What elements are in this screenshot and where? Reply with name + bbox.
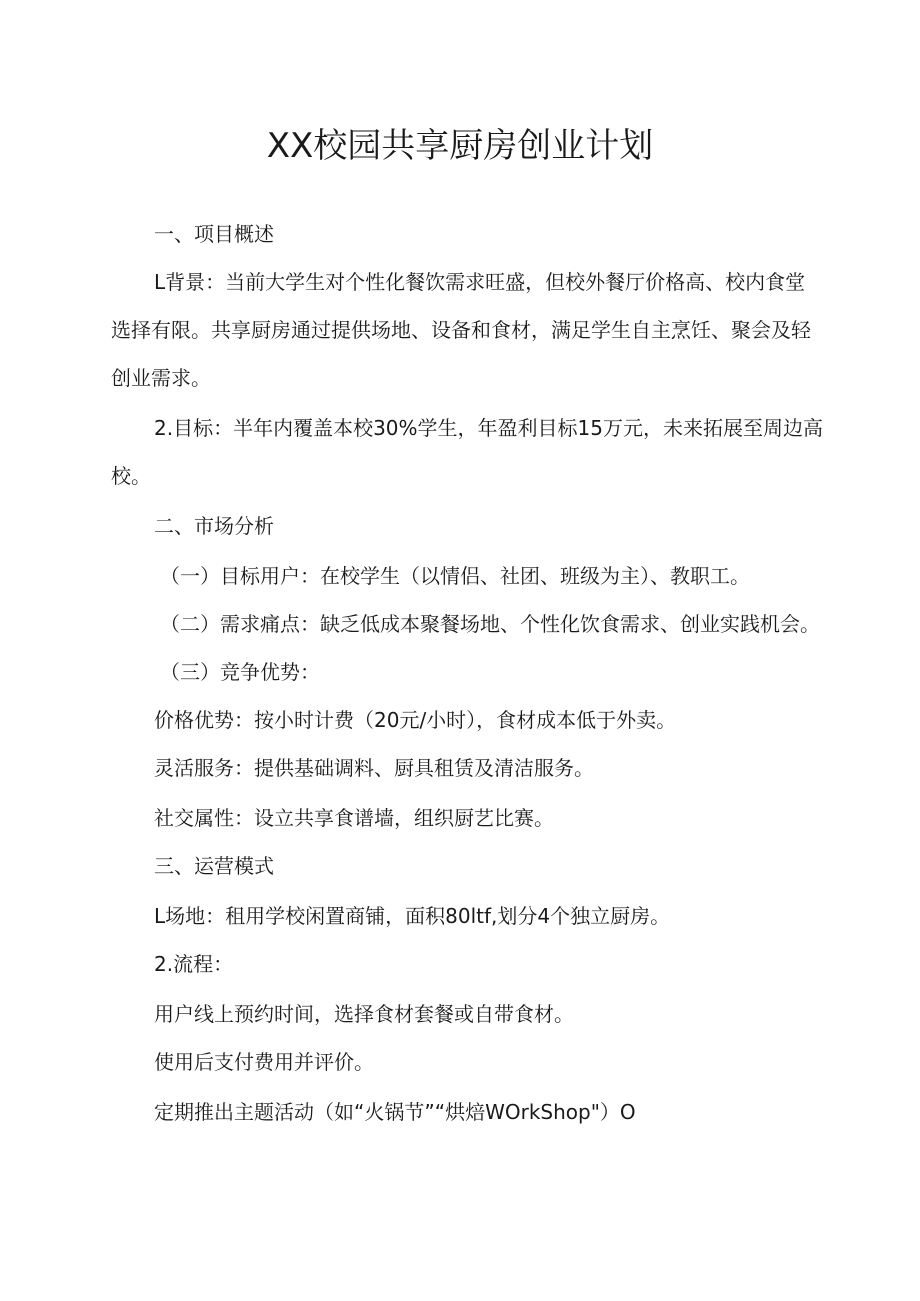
flexible-service-line: 灵活服务：提供基础调料、厨具租赁及清洁服务。: [154, 756, 594, 780]
goal-line-1: 2.目标：半年内覆盖本校30%学生，年盈利目标15万元，未来拓展至周边高: [154, 416, 823, 440]
section3-heading: 三、运营模式: [154, 854, 274, 878]
background-line-2: 选择有限。共享厨房通过提供场地、设备和食材，满足学生自主烹饪、聚会及轻: [111, 318, 811, 342]
price-advantage-line: 价格优势：按小时计费（20元/小时），食材成本低于外卖。: [154, 708, 677, 732]
process-step-2: 使用后支付费用并评价。: [154, 1050, 374, 1074]
pain-points-line: （二）需求痛点：缺乏低成本聚餐场地、个性化饮食需求、创业实践机会。: [160, 612, 820, 636]
goal-line-2: 校。: [111, 464, 151, 488]
social-attribute-line: 社交属性：设立共享食谱墙，组织厨艺比赛。: [154, 806, 554, 830]
background-line-3: 创业需求。: [111, 366, 211, 390]
document-title: XX校园共享厨房创业计划: [266, 126, 654, 166]
section1-heading: 一、项目概述: [154, 222, 274, 246]
process-step-1: 用户线上预约时间，选择食材套餐或自带食材。: [154, 1002, 574, 1026]
venue-line: L场地：租用学校闲置商铺，面积80ltf,划分4个独立厨房。: [154, 904, 671, 928]
target-users-line: （一）目标用户：在校学生（以情侣、社团、班级为主）、教职工。: [160, 564, 750, 588]
section2-heading: 二、市场分析: [154, 514, 274, 538]
advantages-heading: （三）竞争优势：: [160, 660, 320, 684]
process-heading: 2.流程：: [154, 952, 234, 976]
process-step-3: 定期推出主题活动（如“火锅节”“烘焙WOrkShop"）O: [154, 1100, 636, 1124]
background-line-1: L背景：当前大学生对个性化餐饮需求旺盛，但校外餐厅价格高、校内食堂: [154, 270, 806, 294]
